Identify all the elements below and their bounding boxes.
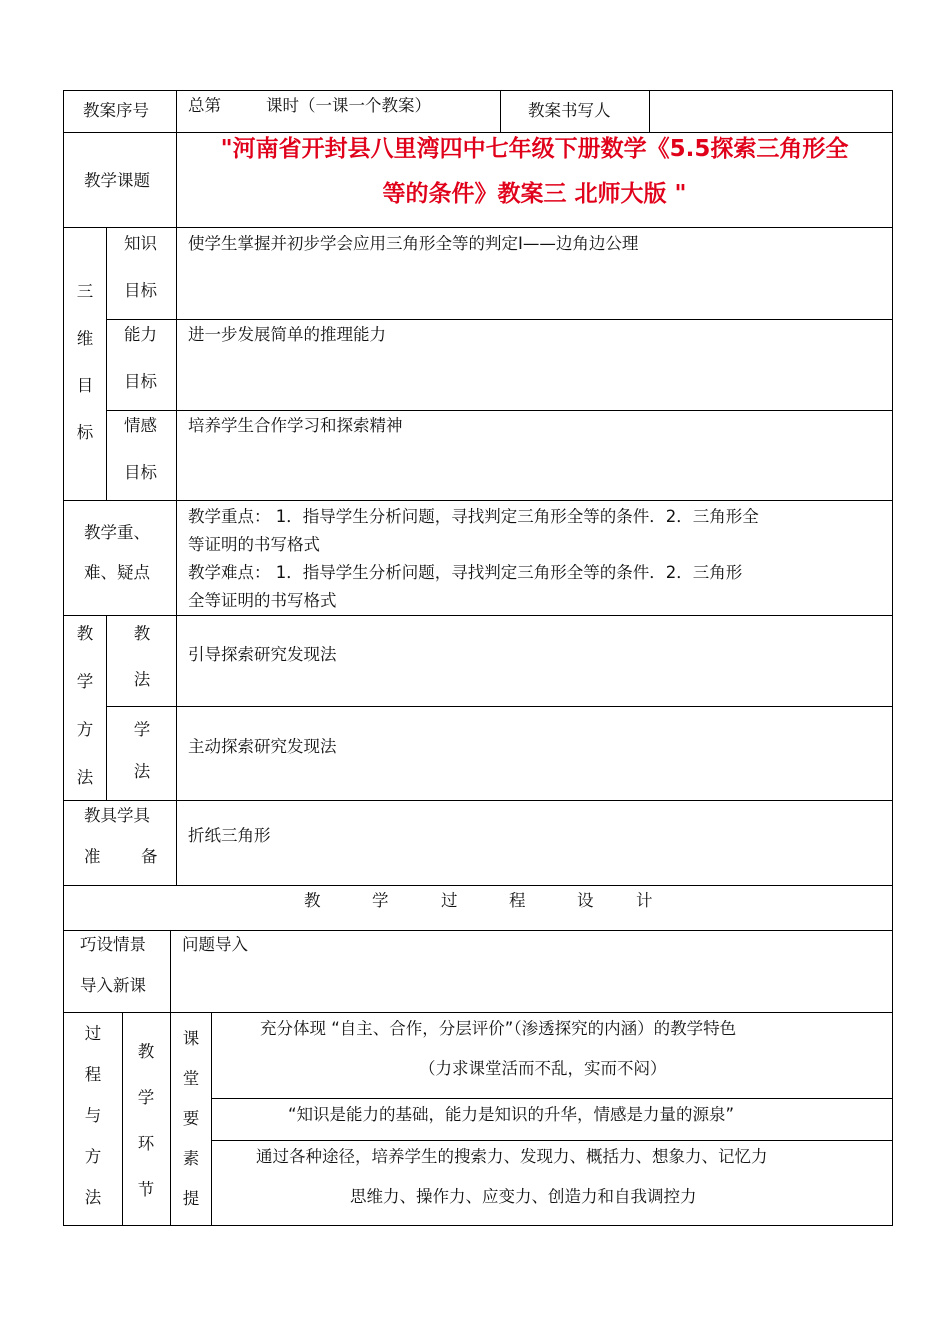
process-header-char: 过 [441,891,458,910]
intro-label-1: 巧设情景 [80,935,146,954]
teach-method-content: 引导探索研究发现法 [188,645,337,664]
key-points-label-2: 难、疑点 [84,563,150,582]
row-divider [106,319,893,320]
row-divider [211,1098,893,1099]
lesson-title-line1: "河南省开封县八里湾四中七年级下册数学《5.5探索三角形全 [220,136,849,162]
intro-content: 问题导入 [182,935,248,954]
key-points-line: 教学难点： 1．指导学生分析问题，寻找判定三角形全等的条件．2．三角形 [188,563,743,582]
col-divider [500,90,501,132]
process-col2-label: 教 学 环 节 [137,1042,155,1199]
lesson-title-line2: 等的条件》教案三 北师大版 " [382,181,687,207]
process-row3-line2: 思维力、操作力、应变力、创造力和自我调控力 [350,1187,697,1206]
key-points-line: 教学重点： 1．指导学生分析问题，寻找判定三角形全等的条件．2．三角形全 [188,507,759,526]
total-lesson-text: 总第 [188,96,221,115]
learn-method-content: 主动探索研究发现法 [188,737,337,756]
process-header-char: 教 [304,891,321,910]
row-divider [63,615,893,616]
row-divider [63,1012,893,1013]
topic-label: 教学课题 [84,171,150,190]
intro-label-2: 导入新课 [80,976,146,995]
row-divider [63,885,893,886]
process-header-char: 计 [636,891,653,910]
tools-content: 折纸三角形 [188,826,271,845]
col-divider [649,90,650,132]
key-points-label-1: 教学重、 [84,523,150,542]
learn-method-label: 学 法 [133,720,151,781]
col-divider [106,615,107,800]
key-points-line: 等证明的书写格式 [188,535,320,554]
row-divider [63,227,893,228]
emotion-goal-content: 培养学生合作学习和探索精神 [188,416,403,435]
author-label: 教案书写人 [528,101,611,120]
methods-group-label: 教 学 方 法 [76,624,94,787]
period-text: 课时（一课一个教案） [266,96,431,115]
process-header-char: 程 [509,891,526,910]
teach-method-label: 教 法 [133,624,151,689]
knowledge-label-2: 目标 [124,281,157,300]
col-divider [170,1012,171,1226]
process-col1-label: 过 程 与 方 法 [84,1024,102,1207]
process-row1-line1: 充分体现 “自主、合作，分层评价”（渗透探究的内涵）的教学特色 [260,1019,737,1038]
process-col3-label: 课 堂 要 素 提 [182,1029,200,1208]
col-divider [170,930,171,1012]
row-divider [106,410,893,411]
tools-label-2b: 备 [141,847,158,866]
row-divider [211,1140,893,1141]
objectives-group-label: 三 维 目 标 [76,282,94,442]
process-row3-line1: 通过各种途径，培养学生的搜索力、发现力、概括力、想象力、记忆力 [256,1147,768,1166]
process-header-char: 学 [372,891,389,910]
knowledge-label-1: 知识 [124,234,157,253]
key-points-line: 全等证明的书写格式 [188,591,337,610]
process-header-char: 设 [577,891,594,910]
row-divider [63,800,893,801]
lesson-number-label: 教案序号 [83,101,149,120]
tools-label-2a: 准 [84,847,101,866]
ability-label-1: 能力 [124,325,157,344]
col-divider [211,1012,212,1226]
row-divider [106,706,893,707]
ability-label-2: 目标 [124,372,157,391]
row-divider [63,500,893,501]
row-divider [63,930,893,931]
tools-label-1: 教具学具 [84,806,150,825]
col-divider [122,1012,123,1226]
process-row2: “知识是能力的基础，能力是知识的升华，情感是力量的源泉” [288,1105,735,1124]
ability-goal-content: 进一步发展简单的推理能力 [188,325,386,344]
emotion-label-1: 情感 [124,416,157,435]
knowledge-goal-content: 使学生掌握并初步学会应用三角形全等的判定Ⅰ——边角边公理 [188,234,639,253]
col-divider [106,227,107,500]
emotion-label-2: 目标 [124,463,157,482]
process-row1-line2: （力求课堂活而不乱，实而不闷） [419,1059,667,1078]
